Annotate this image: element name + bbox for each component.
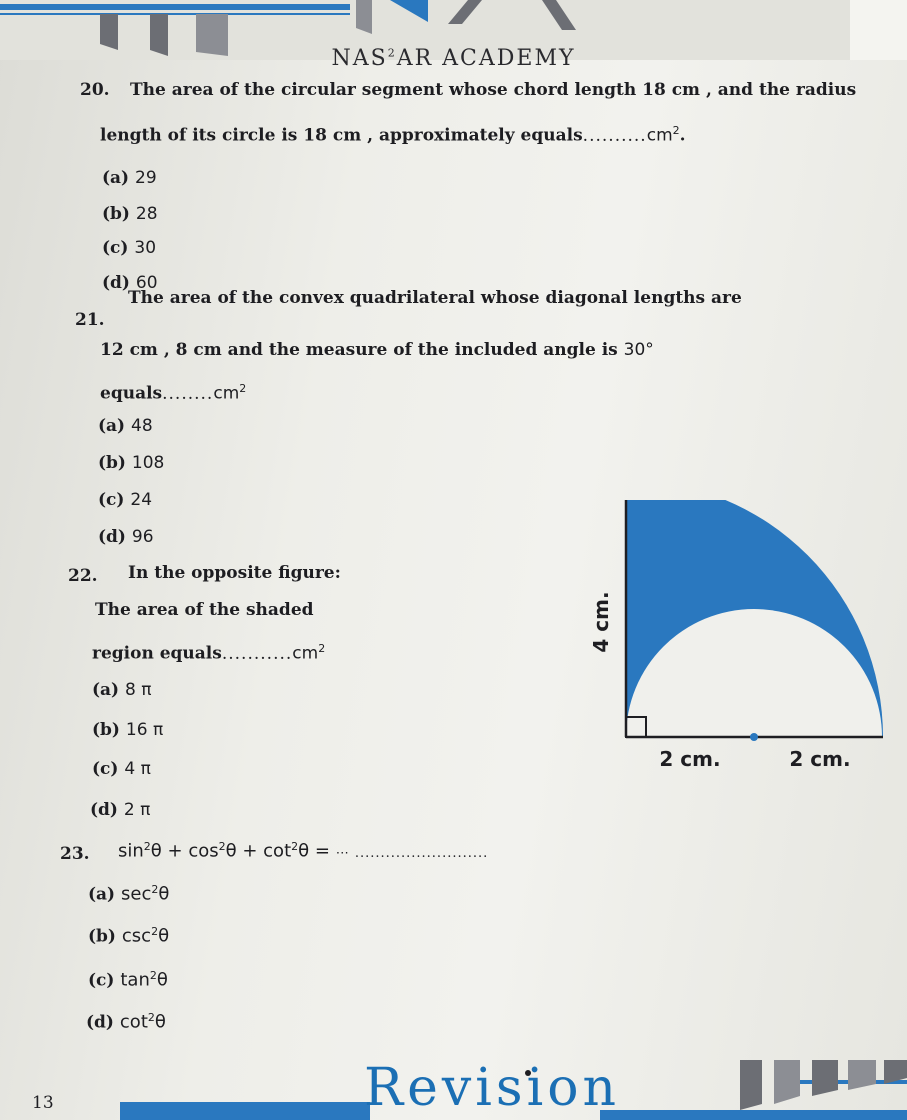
q21-number: 21.	[75, 310, 105, 330]
q23-option-a[interactable]: (a) $\sec^2\theta$	[88, 883, 170, 905]
q23-option-d[interactable]: (d) $\cot^2\theta$	[86, 1011, 166, 1033]
academy-title: NAS$^2$AR ACADEMY	[331, 46, 576, 71]
left-base-label: 2 cm.	[659, 747, 721, 771]
q22-number: 22.	[68, 566, 98, 586]
q23-number: 23.	[60, 844, 90, 864]
q21-line3: $equals........cm^2$	[100, 382, 247, 404]
q22-option-b[interactable]: (b) 16 π	[92, 720, 164, 740]
height-label: 4 cm.	[589, 591, 613, 653]
q22-option-d[interactable]: (d) 2 π	[90, 800, 151, 820]
q23-option-b[interactable]: (b) $\csc^2\theta$	[88, 925, 170, 947]
center-point	[750, 733, 758, 741]
q20-option-c[interactable]: (c) 30	[102, 238, 157, 258]
q20-option-b[interactable]: (b) 28	[102, 204, 158, 224]
q22-line1: In the opposite figure:	[128, 563, 341, 583]
q20-number: 20.	[80, 80, 110, 100]
q21-line2: 12 cm , 8 cm and the measure of the included angle is 30°	[100, 340, 654, 360]
q20-option-d[interactable]: (d) 60	[102, 273, 158, 293]
q21-option-b[interactable]: (b) 108	[98, 453, 165, 473]
q22-figure	[580, 500, 900, 790]
q20-option-a[interactable]: (a) 29	[102, 168, 157, 188]
q23-option-c[interactable]: (c) $\tan^2\theta$	[88, 969, 168, 991]
q22-option-c[interactable]: (c) 4 π	[92, 759, 151, 779]
q21-option-d[interactable]: (d) 96	[98, 527, 154, 547]
q22-line3: region $equals...........cm^2$	[92, 642, 326, 664]
revision-banner: Revision	[364, 1058, 621, 1118]
q22-option-a[interactable]: (a) 8 π	[92, 680, 152, 700]
q21-option-a[interactable]: (a) 48	[98, 416, 153, 436]
q20-line1: The area of the circular segment whose chord length 18 cm , and the radius	[130, 80, 857, 100]
q22-line2: The area of the shaded	[95, 600, 314, 620]
q23-equation: $\sin^2\theta + \cos^2\theta + \cot^2\theta$ = ⋯ ..........................	[118, 840, 489, 862]
right-base-label: 2 cm.	[789, 747, 851, 771]
q21-line1: The area of the convex quadrilateral whose diagonal lengths are	[128, 288, 742, 308]
q20-line2: length of its circle is 18 cm , approximately $equals..........cm^2$.	[100, 124, 686, 146]
q21-option-c[interactable]: (c) 24	[98, 490, 153, 510]
page-number: 13	[32, 1093, 54, 1113]
